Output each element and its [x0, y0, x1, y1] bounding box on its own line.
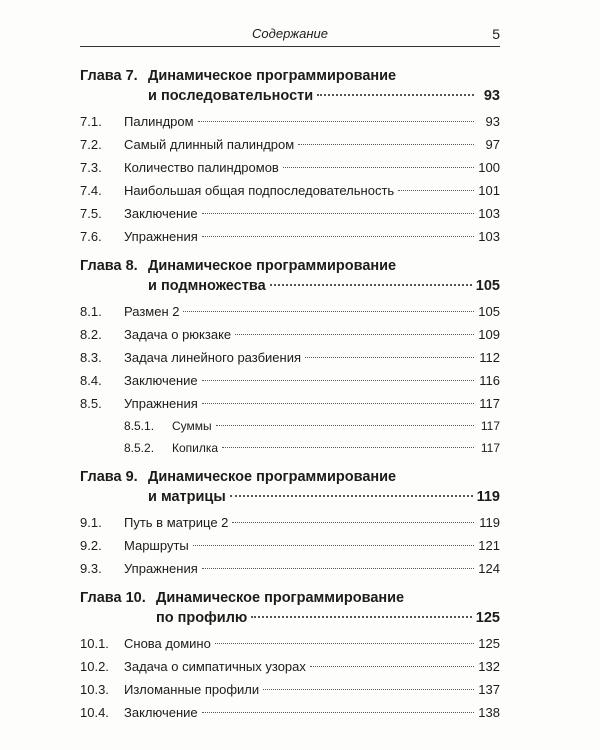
dot-leader [215, 643, 474, 644]
section-page: 119 [479, 515, 500, 530]
dot-leader [202, 213, 474, 214]
section-number: 8.1. [80, 304, 102, 319]
chapter-title [80, 256, 500, 276]
chapter-page: 119 [476, 489, 500, 505]
chapter-title [80, 66, 500, 86]
toc-entry [80, 632, 500, 655]
dot-leader [198, 121, 474, 122]
chapter-title-line1: Динамическое программирование [156, 590, 405, 606]
chapter-title-line2: и подмножества [148, 278, 266, 294]
section-title: Заключение [124, 373, 198, 388]
dot-leader [202, 403, 474, 404]
section-number: 7.6. [80, 229, 102, 244]
section-page: 112 [479, 350, 500, 365]
section-title: Упражнения [124, 561, 198, 576]
section-title: Снова домино [124, 636, 211, 651]
section-number: 8.2. [80, 327, 102, 342]
chapter-number: Глава 9. [80, 469, 138, 485]
section-number: 7.2. [80, 137, 102, 152]
chapter-number: Глава 8. [80, 258, 138, 274]
dot-leader [222, 447, 474, 448]
section-title: Задача о рюкзаке [124, 327, 232, 342]
section-page: 124 [478, 561, 500, 576]
chapter-7 [80, 66, 500, 248]
chapter-title [80, 467, 500, 487]
dot-leader [270, 284, 472, 286]
subsection-number: 8.5.1. [124, 419, 155, 433]
chapter-title-line2-row [80, 86, 500, 106]
toc-entry [80, 701, 500, 724]
section-title: Самый длинный палиндром [124, 137, 295, 152]
section-page: 116 [479, 373, 500, 388]
toc-entry [80, 225, 500, 248]
chapter-10 [80, 588, 500, 724]
dot-leader [235, 334, 474, 335]
dot-leader [310, 666, 474, 667]
chapter-number: Глава 10. [80, 590, 146, 606]
section-page: 138 [478, 705, 500, 720]
running-header [80, 24, 500, 47]
toc-entry [80, 110, 500, 133]
toc-entry [80, 346, 500, 369]
section-number: 10.3. [80, 682, 109, 697]
chapter-title [80, 588, 500, 608]
section-title: Заключение [124, 705, 198, 720]
dot-leader [193, 545, 474, 546]
subsection-number: 8.5.2. [124, 441, 155, 455]
chapter-title-line1: Динамическое программирование [148, 258, 397, 274]
section-title: Упражнения [124, 229, 198, 244]
section-page: 109 [478, 327, 500, 342]
chapter-page: 93 [483, 88, 500, 104]
section-number: 10.1. [80, 636, 109, 651]
dot-leader [305, 357, 474, 358]
toc-entry [80, 557, 500, 580]
toc-entry [80, 156, 500, 179]
chapter-page: 125 [475, 610, 500, 626]
chapter-title-line2: и матрицы [148, 489, 226, 505]
chapter-title-line2: по профилю [156, 610, 248, 626]
dot-leader [317, 94, 474, 96]
toc-entry [80, 133, 500, 156]
dot-leader [251, 616, 471, 618]
page-number: 5 [492, 26, 500, 42]
section-page: 103 [478, 206, 500, 221]
section-number: 7.1. [80, 114, 102, 129]
toc-entry [80, 202, 500, 225]
dot-leader [283, 167, 474, 168]
section-title: Размен 2 [124, 304, 180, 319]
chapter-8 [80, 256, 500, 459]
dot-leader [202, 568, 474, 569]
section-page: 105 [478, 304, 500, 319]
section-number: 8.5. [80, 396, 102, 411]
section-page: 125 [478, 636, 500, 651]
subsection-title: Копилка [172, 441, 219, 455]
toc-entry [80, 369, 500, 392]
chapter-title-line2-row [80, 487, 500, 507]
chapter-9 [80, 467, 500, 580]
section-number: 8.3. [80, 350, 102, 365]
section-number: 7.5. [80, 206, 102, 221]
dot-leader [263, 689, 474, 690]
toc-entry [80, 179, 500, 202]
section-page: 121 [478, 538, 500, 553]
dot-leader [230, 495, 473, 497]
toc-subentry [80, 415, 500, 437]
section-page: 117 [479, 396, 500, 411]
section-number: 7.4. [80, 183, 102, 198]
section-number: 9.2. [80, 538, 102, 553]
dot-leader [232, 522, 474, 523]
section-title: Изломанные профили [124, 682, 260, 697]
chapter-title-line2-row [80, 608, 500, 628]
chapter-title-line1: Динамическое программирование [148, 68, 397, 84]
toc-subentry [80, 437, 500, 459]
subsection-page: 117 [480, 441, 500, 455]
dot-leader [216, 425, 474, 426]
table-of-contents [80, 66, 500, 732]
section-page: 100 [478, 160, 500, 175]
section-number: 9.1. [80, 515, 102, 530]
toc-entry [80, 678, 500, 701]
dot-leader [202, 712, 474, 713]
section-page: 103 [478, 229, 500, 244]
dot-leader [202, 236, 474, 237]
chapter-title-line1: Динамическое программирование [148, 469, 397, 485]
section-title: Путь в матрице 2 [124, 515, 229, 530]
toc-entry [80, 300, 500, 323]
section-page: 137 [478, 682, 500, 697]
section-title: Задача линейного разбиения [124, 350, 301, 365]
section-number: 10.2. [80, 659, 109, 674]
subsection-title: Суммы [172, 419, 212, 433]
subsection-page: 117 [480, 419, 500, 433]
toc-entry [80, 511, 500, 534]
chapter-page: 105 [475, 278, 500, 294]
section-title: Заключение [124, 206, 198, 221]
dot-leader [183, 311, 474, 312]
toc-entry [80, 323, 500, 346]
section-page: 97 [485, 137, 500, 152]
section-number: 10.4. [80, 705, 109, 720]
section-title: Задача о симпатичных узорах [124, 659, 306, 674]
section-number: 7.3. [80, 160, 102, 175]
chapter-title-line2: и последовательности [148, 88, 314, 104]
header-title: Содержание [252, 26, 328, 41]
toc-entry [80, 392, 500, 415]
toc-entry [80, 655, 500, 678]
section-page: 101 [478, 183, 500, 198]
section-title: Упражнения [124, 396, 198, 411]
section-title: Палиндром [124, 114, 194, 129]
section-title: Количество палиндромов [124, 160, 279, 175]
section-page: 132 [478, 659, 500, 674]
section-number: 8.4. [80, 373, 102, 388]
toc-entry [80, 534, 500, 557]
section-title: Маршруты [124, 538, 189, 553]
dot-leader [298, 144, 474, 145]
chapter-title-line2-row [80, 276, 500, 296]
section-page: 93 [485, 114, 500, 129]
section-title: Наибольшая общая подпоследовательность [124, 183, 395, 198]
dot-leader [202, 380, 474, 381]
chapter-number: Глава 7. [80, 68, 138, 84]
section-number: 9.3. [80, 561, 102, 576]
dot-leader [398, 190, 474, 191]
